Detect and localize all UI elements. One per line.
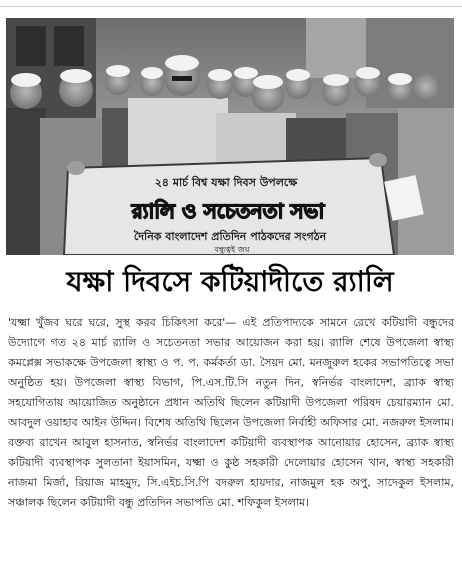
headline: যক্ষা দিবসে কটিয়াদীতে র‌্যালি (66, 265, 394, 298)
clipping-top-edge (0, 0, 462, 7)
rally-photo-image (6, 18, 454, 255)
banner-line-3: দৈনিক বাংলাদেশ প্রতিদিন পাঠকদের সংগঠন (133, 230, 327, 243)
banner-line-1: ২৪ মার্চ বিশ্ব যক্ষা দিবস উপলক্ষে (154, 176, 298, 189)
article-body: 'যক্ষ্মা খুঁজব ঘরে ঘরে, সুস্থ করব চিকিৎসা করে'— এই প্রতিপাদ্যকে সামনে রেখে কটিয়াদী বন্ধুদের উদ্যোগে গত ২৪ মার্চ র‌্যালি ও সচেতনতা সভার আয়োজন করা হয়। র‌্যালি শেষে উপজেলা স্বাস্থ্য কমপ্লেক্স সভাকক্ষে উপজেলা স্বাস্থ্য ও প. প. কর্মকর্তা ডা. সৈয়দ মো. মনজুরুল হকের সভাপতিত্বে সভা অনুষ্ঠিত হয়। উপজেলা স্বাস্থ্য বিভাগ, পি.এস.টি.সি নতুন দিন, স্বনির্ভর বাংলাদেশ, ব্র্যাক স্বাস্থ্য সহযোগিতায় আয়োজিত অনুষ্ঠানে প্রধান অতিথি ছিলেন কটিয়াদী উপজেলা পরিষদ চেয়ারম্যান মো. আবদুল ওয়াহাব আইন উদ্দিন। বিশেষ অতিথি ছিলেন উপজেলা নির্বাহী অফিসার মো. নজরুল ইসলাম। বক্তব্য রাখেন আবুল হাসনাত, স্বনির্ভর বাংলাদেশ কটিয়াদী ব্যবস্থাপক আনোয়ার হোসেন, ব্র্যাক স্বাস্থ্য কটিয়াদী ব্যবস্থাপক সুলতানা ইয়াসমিন, যক্ষ্মা ও কুষ্ঠ সহকারী দেলোয়ার হোসেন খান, স্বাস্থ্য সহকারী নাজমা মির্জা, রিয়াজ মাহমুদ, সি.এইচ.সি.পি বদরুল হায়দার, নাজমুল হক অপু, সাদেকুল ইসলাম, সঞ্চালক ছিলেন কটিয়াদী বন্ধু প্রতিদিন সভাপতি মো. শফিকুল ইসলাম। (8, 316, 454, 509)
rally-photo (6, 18, 454, 255)
rally-banner (64, 158, 394, 255)
banner-line-2: র‌্যালি ও সচেতনতা সভা (131, 199, 325, 223)
banner-line-4: বন্ধুত্বই জয় (214, 245, 250, 254)
